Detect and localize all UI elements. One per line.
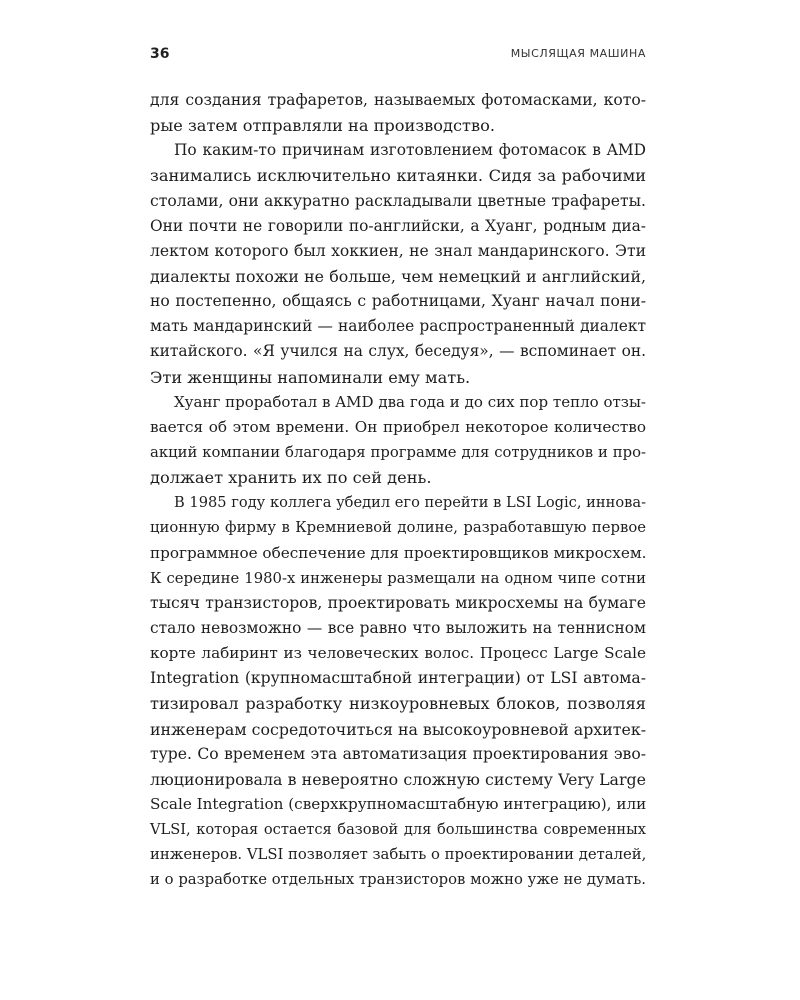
body-text	[150, 88, 646, 893]
text-line: К середине 1980-х инженеры размещали на одном чипе сотни	[150, 569, 646, 587]
text-line: Scale Integration (сверхкрупномасштабную интеграцию), или	[150, 794, 647, 813]
text-line: Хуанг проработал в AMD два года и до сих пор тепло отзы-	[174, 392, 646, 411]
text-line: вается об этом времени. Он приобрел некоторое количество	[150, 417, 646, 436]
running-title: МЫСЛЯЩАЯ МАШИНА	[510, 47, 646, 60]
text-line: программное обеспечение для проектировщиков микросхем.	[150, 543, 647, 562]
text-line: занимались исключительно китаянки. Сидя за рабочими	[150, 166, 646, 186]
text-line: и о разработке отдельных транзисторов можно уже не думать.	[150, 871, 646, 889]
text-line: рые затем отправляли на производство.	[150, 116, 496, 136]
text-line: Они почти не говорили по-английски, а Хуанг, родным диа-	[150, 216, 646, 235]
text-line: туре. Со временем эта автоматизация проектирования эво-	[150, 744, 646, 763]
text-line: В 1985 году коллега убедил его перейти в LSI Logic, иннова-	[174, 494, 646, 512]
text-line: ционную фирму в Кремниевой долине, разработавшую первое	[150, 519, 646, 537]
text-line: китайского. «Я учился на слух, беседуя», — вспоминает он.	[150, 342, 646, 361]
text-line: инженерам сосредоточиться на высокоуровневой архитек-	[150, 719, 647, 739]
page-header	[150, 46, 646, 68]
text-line: тысяч транзисторов, проектировать микросхемы на бумаге	[150, 593, 646, 612]
page-number: 36	[150, 46, 170, 62]
text-line: Integration (крупномасштабной интеграции) от LSI автома-	[150, 669, 646, 688]
text-line: мать мандаринский — наиболее распространенный диалект	[150, 317, 646, 336]
text-line: должает хранить их по сей день.	[150, 468, 432, 488]
text-line: Эти женщины напоминали ему мать.	[150, 367, 471, 387]
text-line: но постепенно, общаясь с работницами, Хуанг начал пони-	[150, 292, 646, 311]
text-line: люционировала в невероятно сложную систему Very Large	[150, 769, 646, 789]
text-line: диалекты похожи не больше, чем немецкий и английский,	[150, 266, 646, 286]
text-line: По каким-то причинам изготовлением фотомасок в AMD	[174, 141, 646, 160]
text-line: тизировал разработку низкоуровневых блоков, позволяя	[150, 694, 646, 714]
text-line: столами, они аккуратно раскладывали цветные трафареты.	[150, 191, 646, 210]
text-line: корте лабиринт из человеческих волос. Процесс Large Scale	[150, 644, 646, 663]
text-line: для создания трафаретов, называемых фотомасками, кото-	[150, 91, 646, 109]
text-line: VLSI, которая остается базовой для большинства современных	[150, 821, 646, 839]
text-line: лектом которого был хоккиен, не знал мандаринского. Эти	[150, 241, 646, 260]
text-line: стало невозможно — все равно что выложить на теннисном	[150, 618, 646, 637]
text-line: инженеров. VLSI позволяет забыть о проектировании деталей,	[150, 846, 647, 864]
text-line: акций компании благодаря программе для сотрудников и про-	[150, 443, 646, 461]
